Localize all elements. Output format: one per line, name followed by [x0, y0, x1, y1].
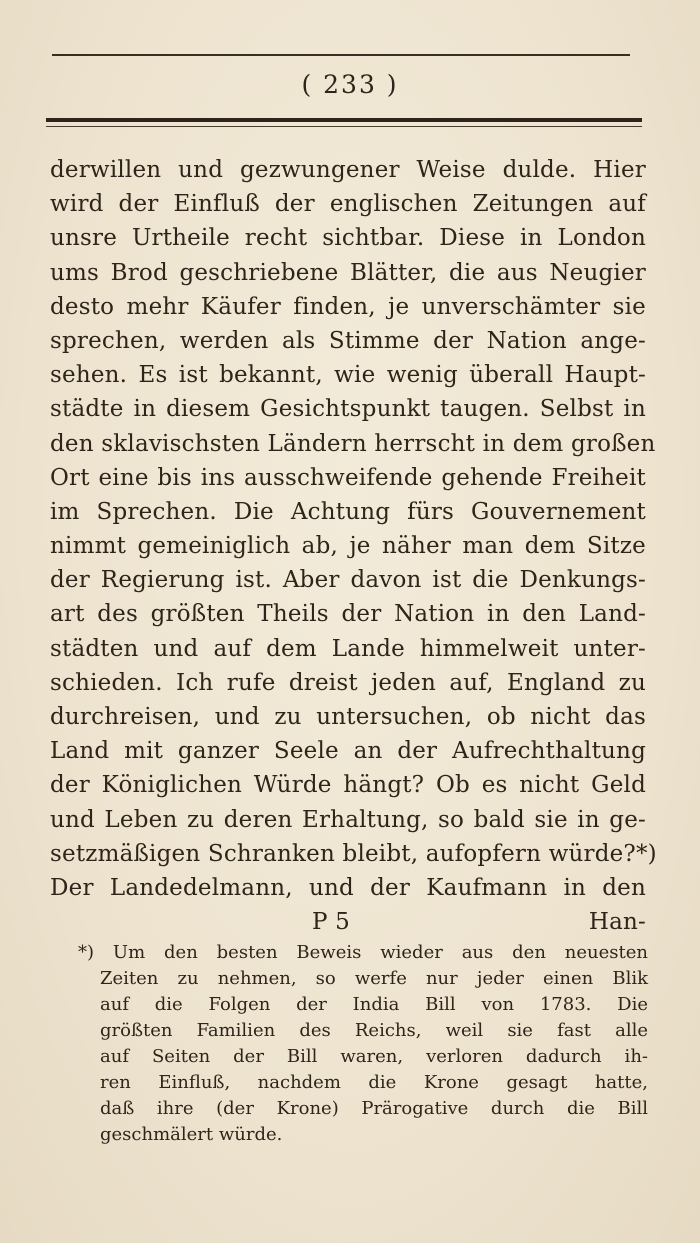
header-rule-thick: [46, 118, 642, 122]
text-line: durchreisen, und zu untersuchen, ob nicht das: [50, 704, 646, 730]
text-line: sehen. Es ist bekannt, wie wenig überall Haupt-: [50, 362, 646, 389]
footnote: [78, 940, 648, 1148]
footnote-line: Zeiten zu nehmen, so werfe nur jeder einen Blik: [100, 968, 648, 989]
text-line: Der Landedelmann, und der Kaufmann in den: [50, 874, 646, 901]
text-line: städten und auf dem Lande himmelweit unter-: [50, 635, 646, 662]
footnote-line: größten Familien des Reichs, weil sie fast alle: [100, 1020, 648, 1041]
text-line: desto mehr Käufer finden, je unverschämter sie: [50, 293, 646, 320]
header-rule-thin: [46, 126, 642, 127]
text-line: Ort eine bis ins ausschweifende gehende Freiheit: [50, 464, 646, 491]
text-line: der Regierung ist. Aber davon ist die Denkungs-: [50, 567, 646, 594]
text-line: städte in diesem Gesichtspunkt taugen. Selbst in: [50, 396, 646, 423]
text-line: art des größten Theils der Nation in den Land-: [50, 601, 646, 628]
text-line: ums Brod geschriebene Blätter, die aus Neugier: [50, 259, 646, 286]
footnote-line: auf Seiten der Bill waren, verloren dadurch ih-: [100, 1046, 648, 1067]
text-line: der Königlichen Würde hängt? Ob es nicht Geld: [50, 772, 646, 799]
text-line: im Sprechen. Die Achtung fürs Gouvernement: [50, 498, 646, 525]
footnote-line: ren Einfluß, nachdem die Krone gesagt hatte,: [100, 1072, 648, 1093]
text-line: schieden. Ich rufe dreist jeden auf, England zu: [50, 669, 646, 696]
text-line: nimmt gemeiniglich ab, je näher man dem Sitze: [50, 533, 646, 560]
text-line: wird der Einfluß der englischen Zeitungen auf: [50, 191, 646, 218]
footnote-line: *) Um den besten Beweis wieder aus den neuesten: [78, 942, 648, 963]
body-text: [50, 153, 657, 939]
top-rule: [52, 54, 630, 56]
text-line: und Leben zu deren Erhaltung, so bald sie in ge-: [50, 806, 646, 833]
page-number: ( 233 ): [301, 70, 399, 99]
text-line: setzmäßigen Schranken bleibt, aufopfern würde?*): [50, 840, 657, 867]
footnote-line: auf die Folgen der India Bill von 1783. Die: [100, 994, 648, 1015]
footnote-line: daß ihre (der Krone) Prärogative durch die Bill: [100, 1098, 648, 1119]
catchword: Han-: [588, 909, 646, 936]
signature-line: [50, 905, 646, 939]
text-line: Land mit ganzer Seele an der Aufrechthaltung: [50, 738, 646, 765]
footnote-line: geschmälert würde.: [100, 1124, 283, 1145]
signature-mark: P 5: [312, 909, 351, 936]
text-line: unsre Urtheile recht sichtbar. Diese in London: [50, 225, 646, 252]
text-line: sprechen, werden als Stimme der Nation ange-: [50, 327, 646, 354]
text-line: den sklavischsten Ländern herrscht in dem großen: [50, 430, 656, 457]
text-line: derwillen und gezwungener Weise dulde. Hier: [50, 157, 646, 183]
